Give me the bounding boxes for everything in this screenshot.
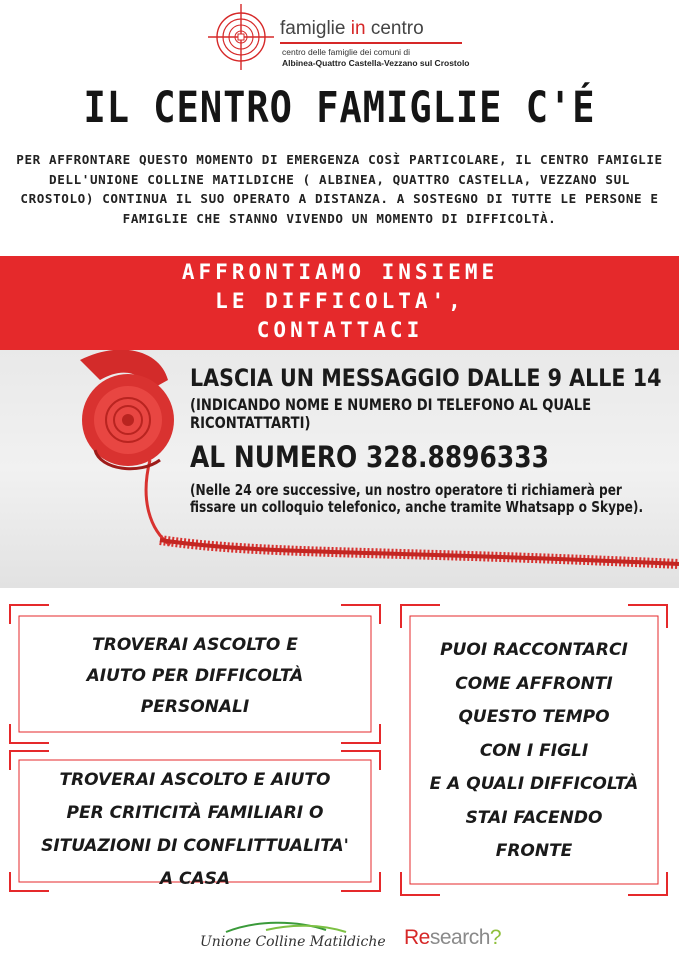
brand-in: in <box>350 18 366 39</box>
brand-prefix: famiglie <box>280 18 351 39</box>
box-b-line-2: PER CRITICITÀ FAMILIARI O <box>66 803 324 823</box>
box-b-line-3: SITUAZIONI DI CONFLITTUALITA' <box>41 836 349 856</box>
page-title: IL CENTRO FAMIGLIE C'É <box>83 82 596 133</box>
info-box-family <box>9 750 381 892</box>
box-c-line-3: QUESTO TEMPO <box>458 707 610 727</box>
box-children-text <box>400 634 668 869</box>
box-b-line-4: A CASA <box>159 869 231 889</box>
box-c-line-1: PUOI RACCONTARCI <box>440 640 628 660</box>
brand-subtitle-1: centro delle famiglie dei comuni di <box>282 47 411 57</box>
banner-line-1: AFFRONTIAMO INSIEME <box>181 260 499 284</box>
info-box-children <box>400 604 668 896</box>
box-personal-text <box>9 630 381 723</box>
box-c-line-4: CON I FIGLI <box>479 740 589 761</box>
banner-line-2: LE DIFFICOLTA', <box>215 289 465 313</box>
research-logo-re: Re <box>404 926 430 949</box>
banner-line-3: CONTATTACI <box>256 318 424 342</box>
brand-underline <box>280 42 462 44</box>
info-box-personal <box>9 604 381 744</box>
research-logo <box>404 926 501 950</box>
research-logo-mark: ? <box>489 926 502 949</box>
box-c-line-2: COME AFFRONTI <box>455 673 613 694</box>
research-logo-search: search <box>429 926 490 949</box>
box-b-line-1: TROVERAI ASCOLTO E AIUTO <box>59 770 331 790</box>
phone-number[interactable]: AL NUMERO 328.8896333 <box>190 440 549 474</box>
message-callback-note: (Nelle 24 ore successive, un nostro operatore ti richiamerà per fissare un colloquio telefonico, anche tramite Whatsapp o Skype). <box>190 481 644 516</box>
target-crosshair-icon <box>208 4 274 70</box>
unione-colline-logo: Unione Colline Matildiche <box>200 934 386 950</box>
intro-paragraph: PER AFFRONTARE QUESTO MOMENTO DI EMERGENZA COSÌ PARTICOLARE, IL CENTRO FAMIGLIE DELL'UNIONE COLLINE MATILDICHE ( ALBINEA, QUATTRO CASTELLA, VEZZANO SUL CROSTOLO) CONTINUA IL SUO OPERATO A DISTANZA. A SOSTEGNO DI TUTTE LE PERSONE E FAMIGLIE CHE STANNO VIVENDO UN MOMENTO DI DIFFICOLTÀ. <box>16 152 663 226</box>
banner-text <box>110 258 570 345</box>
brand-suffix: centro <box>365 18 424 39</box>
brand-subtitle-2: Albinea-Quattro Castella-Vezzano sul Crostolo <box>282 58 470 68</box>
box-family-text <box>9 764 381 896</box>
message-hours: LASCIA UN MESSAGGIO DALLE 9 ALLE 14 <box>190 364 662 392</box>
box-c-line-5: E A QUALI DIFFICOLTÀ <box>429 774 639 794</box>
box-a-line-3: PERSONALI <box>140 697 250 717</box>
box-a-line-2: AIUTO PER DIFFICOLTÀ <box>86 666 304 686</box>
box-c-line-6: STAI FACENDO <box>465 807 603 828</box>
box-a-line-1: TROVERAI ASCOLTO E <box>92 635 298 655</box>
box-c-line-7: FRONTE <box>495 841 573 861</box>
brand-name <box>280 18 424 40</box>
message-instructions: (INDICANDO NOME E NUMERO DI TELEFONO AL QUALE RICONTATTARTI) <box>190 395 592 432</box>
